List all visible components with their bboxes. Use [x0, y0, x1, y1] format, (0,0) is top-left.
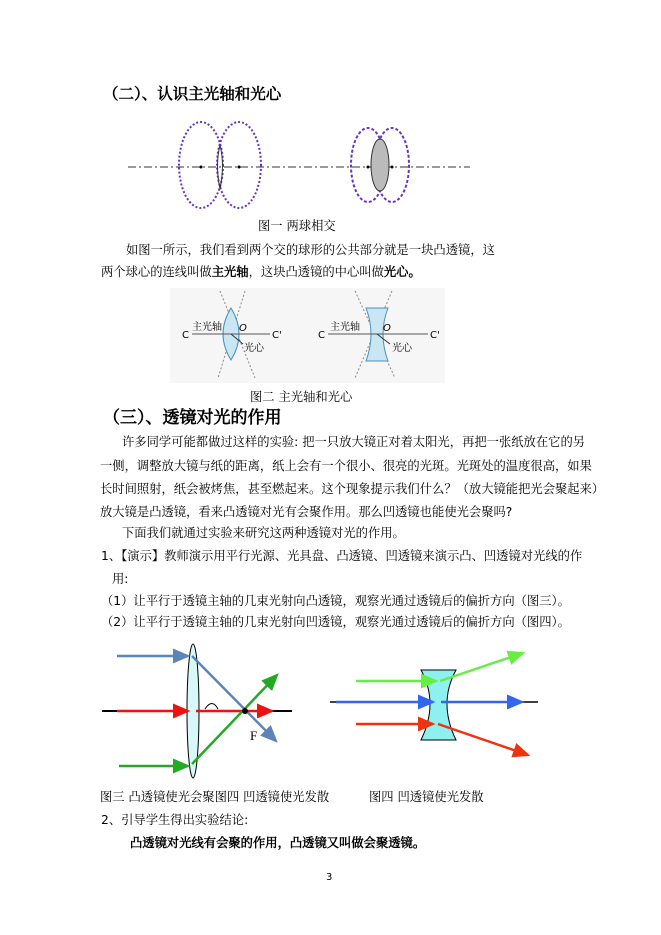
figure-1-caption: 图一 两球相交 [258, 219, 336, 233]
convex-lens-shaded [371, 139, 389, 191]
figure-3-caption: 图三 凸透镜使光会聚图四 凹透镜使光发散 [100, 790, 330, 804]
paragraph-line: 长时间照射，纸会被烤焦，甚至燃起来。这个现象提示我们什么？（放大镜能把光会聚起来） [100, 482, 605, 496]
label-principal-axis: 主光轴 [330, 322, 360, 333]
figure-3-convex-converge [100, 640, 300, 785]
figure-4-caption: 图四 凹透镜使光发散 [369, 790, 484, 804]
section-heading-principal-axis: （二）、认识主光轴和光心 [103, 85, 282, 103]
item-1-cont: 用: [112, 572, 129, 586]
step-2: （2）让平行于透镜主轴的几束光射向凹透镜，观察光通过透镜后的偏折方向（图四）。 [101, 615, 570, 629]
intro-line: 下面我们就通过实验来研究这两种透镜对光的作用。 [122, 526, 405, 540]
figure-2-diagram [170, 288, 445, 383]
convex-lens-diagram [182, 291, 282, 378]
ray-blue-out [192, 656, 276, 741]
item-1: 1、【演示】教师演示用平行光源、光具盘、凸透镜、凹透镜来演示凸、凹透镜对光线的作 [101, 549, 583, 563]
paragraph-line: 许多同学可能都做过这样的实验: 把一只放大镜正对着太阳光，再把一张纸放在它的另 [122, 435, 586, 449]
text: 。 [408, 265, 421, 279]
figure-2-caption: 图二 主光轴和光心 [250, 390, 353, 404]
page-number: 3 [326, 872, 333, 883]
conclusion: 凸透镜对光线有会聚的作用，凸透镜又叫做会聚透镜。 [130, 836, 426, 850]
label-c-prime: C' [430, 330, 440, 341]
label-principal-axis: 主光轴 [192, 322, 222, 333]
focal-point [242, 708, 248, 714]
label-optical-center: 光心 [244, 343, 264, 354]
step-1: （1）让平行于透镜主轴的几束光射向凸透镜，观察光通过透镜后的偏折方向（图三）。 [101, 594, 570, 608]
concave-lens-diagram [318, 291, 440, 378]
text: 两个球心的连线叫做 [101, 265, 212, 279]
paragraph-line [101, 264, 421, 280]
label-optical-center: 光心 [392, 343, 412, 354]
term-optical-center: 光心 [383, 265, 409, 279]
label-f: F [250, 728, 258, 743]
label-o: O [239, 323, 247, 334]
item-2: 2、引导学生得出实验结论: [101, 813, 249, 827]
ray-green-out [192, 675, 277, 764]
paragraph-line: 放大镜是凸透镜，看来凸透镜对光有会聚作用。那么凹透镜也能使光会聚吗? [100, 505, 513, 519]
label-c: C [182, 330, 189, 341]
angle-arc [205, 704, 218, 710]
label-c-prime: C' [272, 330, 282, 341]
term-principal-axis: 主光轴 [211, 265, 249, 279]
text: ，这块凸透镜的中心叫做 [248, 265, 384, 279]
paragraph-line: 一侧，调整放大镜与纸的距离，纸上会有一个很小、很亮的光斑。光斑处的温度很高，如果 [100, 459, 592, 473]
label-c: C [318, 330, 325, 341]
figure-4-concave-diverge [328, 645, 548, 770]
ray-green-out [440, 653, 523, 681]
section-heading-lens-effect: （三）、透镜对光的作用 [103, 408, 282, 428]
paragraph-line: 如图一所示，我们看到两个交的球形的公共部分就是一块凸透镜，这 [126, 243, 495, 257]
label-o: O [383, 323, 391, 334]
figure-1-two-spheres [120, 115, 480, 215]
